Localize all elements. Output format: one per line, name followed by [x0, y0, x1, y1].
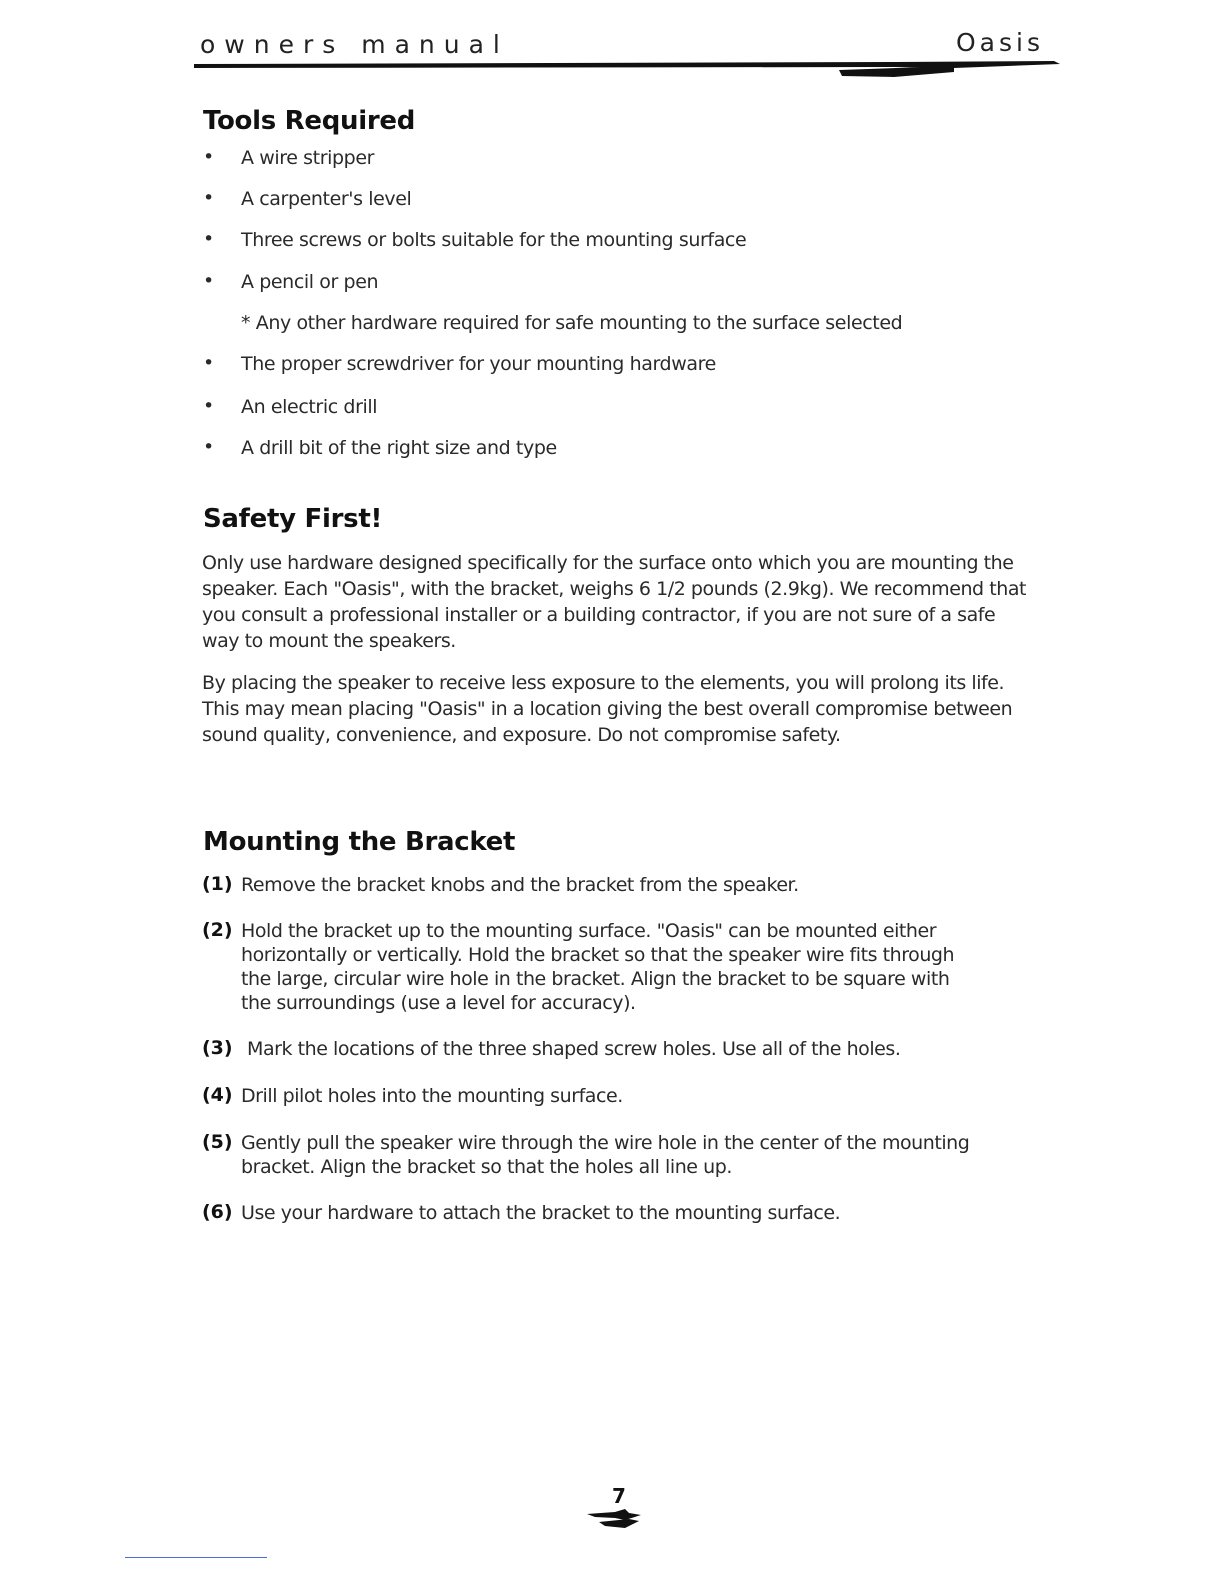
tool-item-text: Three screws or bolts suitable for the mounting surface — [241, 229, 747, 251]
safety-paragraph: By placing the speaker to receive less exposure to the elements, you will prolong its life. This may mean placing "Oasis" in a location giving the best overall compromise between sound quality, convenience, and exposure. Do not compromise safety. — [202, 672, 1013, 746]
step-text: Drill pilot holes into the mounting surface. — [241, 1085, 623, 1107]
step-text: Remove the bracket knobs and the bracket from the speaker. — [241, 874, 799, 896]
bullet: • — [203, 228, 215, 250]
step-text: Hold the bracket up to the mounting surface. "Oasis" can be mounted either horizontally or vertically. Hold the bracket so that the speaker wire fits through the large, circular wire hole in the bracket. Align the bracket to be square with the surroundings (use a level for accuracy). — [241, 920, 955, 1014]
step-number: (2) — [202, 919, 233, 941]
step-number: (6) — [202, 1201, 233, 1223]
bullet: • — [203, 270, 215, 292]
step-number: (1) — [202, 873, 233, 895]
step-text: Gently pull the speaker wire through the wire hole in the center of the mounting bracket. Align the bracket so that the holes all line up. — [241, 1132, 970, 1178]
bullet: • — [203, 436, 215, 458]
header-product-name: Oasis — [956, 28, 1044, 57]
header-manual-title: owners manual — [200, 30, 509, 59]
tools-required-heading: Tools Required — [203, 106, 416, 136]
tool-item-text: A pencil or pen — [241, 271, 379, 293]
safety-paragraph: Only use hardware designed specifically for the surface onto which you are mounting the speaker. Each "Oasis", with the bracket, weighs 6 1/2 pounds (2.9kg). We recommend that you consult a professional installer or a building contractor, if you are not sure of a safe way to mount the speakers. — [202, 552, 1027, 652]
bullet: • — [203, 352, 215, 374]
step-number: (4) — [202, 1084, 233, 1106]
tool-item-text: The proper screwdriver for your mounting hardware — [241, 353, 716, 375]
tool-item-text: An electric drill — [241, 396, 378, 418]
bullet: • — [203, 187, 215, 209]
header-rule — [194, 58, 1064, 84]
step-text: Mark the locations of the three shaped screw holes. Use all of the holes. — [247, 1038, 901, 1060]
mounting-bracket-heading: Mounting the Bracket — [203, 827, 516, 857]
tools-note: * Any other hardware required for safe mounting to the surface selected — [241, 312, 903, 334]
bullet: • — [203, 395, 215, 417]
tool-item-text: A wire stripper — [241, 147, 375, 169]
step-number: (5) — [202, 1131, 233, 1153]
safety-first-heading: Safety First! — [203, 504, 383, 534]
footer-link-underline — [125, 1557, 267, 1558]
tool-item-text: A carpenter's level — [241, 188, 412, 210]
page-number: 7 — [612, 1484, 626, 1508]
tool-item-text: A drill bit of the right size and type — [241, 437, 557, 459]
step-number: (3) — [202, 1037, 233, 1059]
bullet: • — [203, 146, 215, 168]
step-text: Use your hardware to attach the bracket to the mounting surface. — [241, 1202, 841, 1224]
oasis-wave-logo — [585, 1506, 645, 1532]
